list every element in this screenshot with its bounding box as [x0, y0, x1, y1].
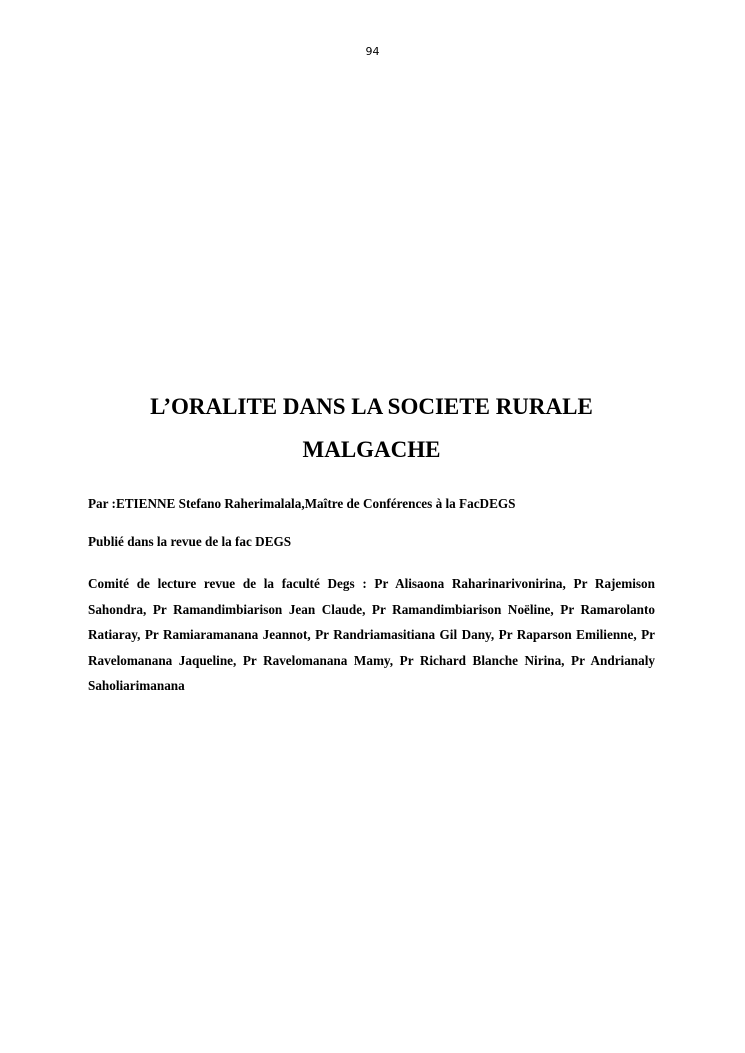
committee-paragraph: Comité de lecture revue de la faculté Degs : Pr Alisaona Raharinarivonirina, Pr Rajemison Sahondra, Pr Ramandimbiarison Jean Claude, Pr Ramandimbiarison Noëline, Pr Ramarolanto Ratiaray, Pr Ramiaramanana Jeannot, Pr Randriamasitiana Gil Dany, Pr Raparson Emilienne, Pr Ravelomanana Jaqueline, Pr Ravelomanana Mamy, Pr Richard Blanche Nirina, Pr Andrianaly Saholiarimanana [88, 576, 655, 693]
published-line: Publié dans la revue de la fac DEGS [88, 534, 292, 549]
author-line: Par :ETIENNE Stefano Raherimalala,Maître de Conférences à la FacDEGS [88, 496, 516, 511]
document-title [88, 393, 655, 463]
page-number: 94 [365, 45, 380, 58]
title-line-2: MALGACHE [302, 437, 441, 462]
title-line-1: L’ORALITE DANS LA SOCIETE RURALE [150, 394, 593, 419]
